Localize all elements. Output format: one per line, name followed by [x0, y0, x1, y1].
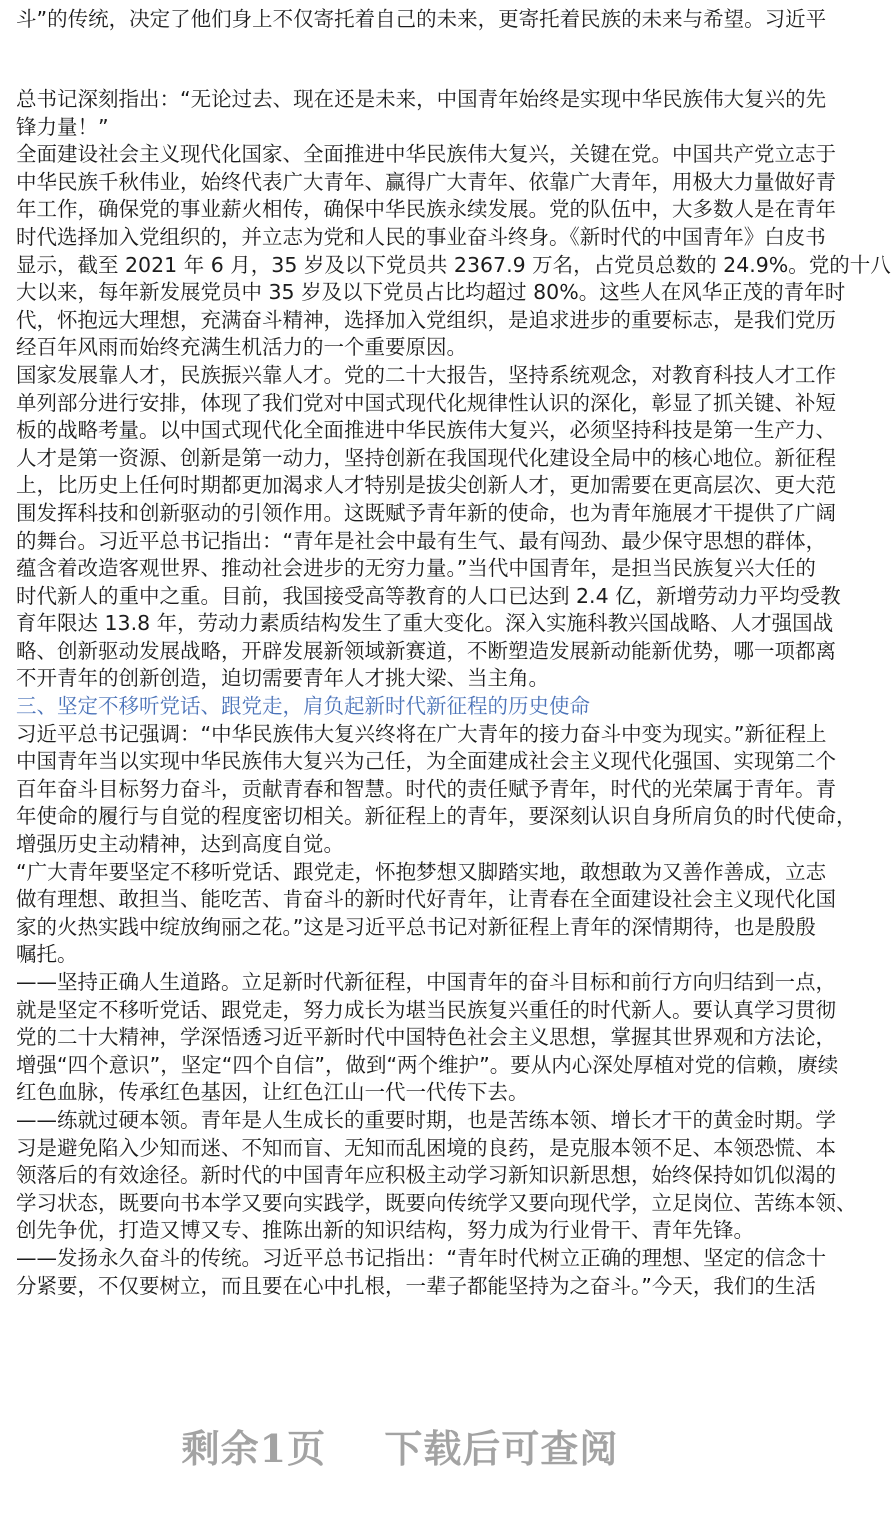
download-prompt-banner[interactable] — [0, 1418, 800, 1473]
text-line: 时代选择加入党组织的，并立志为党和人民的事业奋斗终身。《新时代的中国青年》白皮书 — [16, 224, 826, 249]
text-line: 增强“四个意识”，坚定“四个自信”，做到“两个维护”。要从内心深处厚植对党的信赖，赓续 — [16, 1052, 839, 1077]
download-to-view-label[interactable]: 下载后可查阅 — [384, 1426, 619, 1471]
text-line: 习是避免陷入少知而迷、不知而盲、无知而乱困境的良药，是克服本领不足、本领恐慌、本 — [16, 1135, 836, 1160]
text-line: 家的火热实践中绽放绚丽之花。”这是习近平总书记对新征程上青年的深情期待，也是殷殷 — [16, 914, 816, 939]
text-line: 大以来，每年新发展党员中 35 岁及以下党员占比均超过 80%。这些人在风华正茂的青年时 — [16, 280, 846, 305]
text-line: ——练就过硬本领。青年是人生成长的重要时期，也是苦练本领、增长才干的黄金时期。学 — [16, 1107, 836, 1132]
text-line: 上，比历史上任何时期都更加渴求人才特别是拔尖创新人才，更加需要在更高层次、更大范 — [16, 473, 836, 498]
text-line: 不开青年的创新创造，迫切需要青年人才挑大梁、当主角。 — [16, 666, 549, 691]
text-line: 围发挥科技和创新驱动的引领作用。这既赋予青年新的使命，也为青年施展才干提供了广阔 — [16, 500, 836, 525]
text-line: 中华民族千秋伟业，始终代表广大青年、赢得广大青年、依靠广大青年，用极大力量做好青 — [16, 169, 836, 194]
text-line: 分紧要，不仅要树立，而且要在心中扎根，一辈子都能坚持为之奋斗。”今天，我们的生活 — [16, 1273, 816, 1298]
text-line: 红色血脉，传承红色基因，让红色江山一代一代传下去。 — [16, 1080, 529, 1105]
document-continuation — [16, 6, 827, 34]
text-line: 年使命的履行与自觉的程度密切相关。新征程上的青年，要深刻认识自身所肩负的时代使命， — [16, 804, 857, 829]
text-line: 斗”的传统，决定了他们身上不仅寄托着自己的未来，更寄托着民族的未来与希望。习近平 — [16, 7, 827, 31]
text-line: 年工作，确保党的事业薪火相传，确保中华民族永续发展。党的队伍中，大多数人是在青年 — [16, 197, 836, 222]
text-line: 创先争优，打造又博又专、推陈出新的知识结构，努力成为行业骨干、青年先锋。 — [16, 1218, 754, 1243]
text-line: 中国青年当以实现中华民族伟大复兴为己任，为全面建成社会主义现代化强国、实现第二个 — [16, 749, 836, 774]
text-line: 锋力量！” — [16, 114, 109, 139]
text-line: 单列部分进行安排，体现了我们党对中国式现代化规律性认识的深化，彰显了抓关键、补短 — [16, 390, 836, 415]
text-line: 国家发展靠人才，民族振兴靠人才。党的二十大报告，坚持系统观念，对教育科技人才工作 — [16, 362, 836, 387]
text-line: 的舞台。习近平总书记指出：“青年是社会中最有生气、最有闯劲、最少保守思想的群体， — [16, 528, 827, 553]
text-line: 时代新人的重中之重。目前，我国接受高等教育的人口已达到 2.4 亿，新增劳动力平均受教 — [16, 583, 841, 608]
text-line: 习近平总书记强调：“中华民族伟大复兴终将在广大青年的接力奋斗中变为现实。”新征程上 — [16, 721, 827, 746]
text-line: “广大青年要坚定不移听党话、跟党走，怀抱梦想又脚踏实地，敢想敢为又善作善成，立志 — [16, 859, 827, 884]
text-line: 嘱托。 — [16, 942, 78, 967]
text-line: ——发扬永久奋斗的传统。习近平总书记指出：“青年时代树立正确的理想、坚定的信念十 — [16, 1245, 827, 1270]
remaining-pages-label: 剩余1页 — [181, 1426, 327, 1471]
text-line: 做有理想、敢担当、能吃苦、肯奋斗的新时代好青年，让青春在全面建设社会主义现代化国 — [16, 887, 836, 912]
text-line: 就是坚定不移听党话、跟党走，努力成长为堪当民族复兴重任的时代新人。要认真学习贯彻 — [16, 997, 836, 1022]
text-line: 蕴含着改造客观世界、推动社会进步的无穷力量。”当代中国青年，是担当民族复兴大任的 — [16, 556, 816, 581]
text-line: 经百年风雨而始终充满生机活力的一个重要原因。 — [16, 335, 467, 360]
text-line: 代，怀抱远大理想，充满奋斗精神，选择加入党组织，是追求进步的重要标志，是我们党历 — [16, 307, 836, 332]
text-line: 党的二十大精神，学深悟透习近平新时代中国特色社会主义思想，掌握其世界观和方法论， — [16, 1025, 836, 1050]
text-line: 学习状态，既要向书本学又要向实践学，既要向传统学又要向现代学，立足岗位、苦练本领、 — [16, 1190, 857, 1215]
document-body — [16, 86, 891, 1300]
text-line: 育年限达 13.8 年，劳动力素质结构发生了重大变化。深入实施科教兴国战略、人才强国战 — [16, 611, 834, 636]
section-heading: 三、坚定不移听党话、跟党走，肩负起新时代新征程的历史使命 — [16, 694, 590, 719]
text-line: ——坚持正确人生道路。立足新时代新征程，中国青年的奋斗目标和前行方向归结到一点， — [16, 970, 836, 994]
text-line: 总书记深刻指出：“无论过去、现在还是未来，中国青年始终是实现中华民族伟大复兴的先 — [16, 87, 827, 111]
text-line: 略、创新驱动发展战略，开辟发展新领域新赛道，不断塑造发展新动能新优势，哪一项都离 — [16, 638, 836, 663]
text-line: 全面建设社会主义现代化国家、全面推进中华民族伟大复兴，关键在党。中国共产党立志于 — [16, 142, 836, 167]
text-line: 显示，截至 2021 年 6 月，35 岁及以下党员共 2367.9 万名，占党员总数的 24.9%。党的十八 — [16, 252, 891, 277]
text-line: 领落后的有效途径。新时代的中国青年应积极主动学习新知识新思想，始终保持如饥似渴的 — [16, 1163, 836, 1188]
text-line: 人才是第一资源、创新是第一动力，坚持创新在我国现代化建设全局中的核心地位。新征程 — [16, 445, 836, 470]
text-line: 百年奋斗目标努力奋斗，贡献青春和智慧。时代的责任赋予青年，时代的光荣属于青年。青 — [16, 776, 836, 801]
text-line: 板的战略考量。以中国式现代化全面推进中华民族伟大复兴，必须坚持科技是第一生产力、 — [16, 418, 836, 443]
text-line: 增强历史主动精神，达到高度自觉。 — [16, 832, 344, 857]
